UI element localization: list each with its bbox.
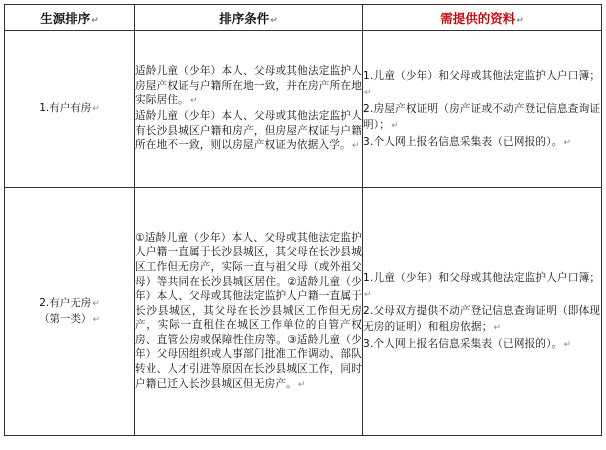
paragraph-mark-icon: [92, 104, 100, 114]
table-header-row: [5, 5, 602, 31]
document-item: 3.个人网上报名信息采集表（已网报的）。 ↵: [363, 336, 601, 353]
category-label: 2.有户无房 ↵: [5, 296, 134, 312]
paragraph-mark-icon: [364, 290, 372, 300]
condition-paragraph: ①适龄儿童（少年）本人、父母或其他法定监护人户籍一直属于长沙县城区，其父母在长沙县城区工作但无房产，实际一直与祖父母（或外祖父母）等共同在长沙县城区居住。②适龄儿童（少年）本人、父母或其他法定监护人户籍一直属于长沙县城区，其父母在长沙县城区工作但无房产，实际一直租住在城区工作单位的自管产权房、直管公房或保障性住房等。③适龄儿童（少年）父母因组织或人事部门批准工作调动、部队转业、人才引进等原因在长沙县城区工作，同时户籍已迁入长沙县城区但无房产。 ↵: [135, 231, 362, 393]
document-item: 1.儿童（少年）和父母或其他法定监护人户口簿； ↵: [363, 68, 601, 101]
table-row: [5, 188, 602, 436]
document-item: 3.个人网上报名信息采集表（已网报的）。 ↵: [363, 134, 601, 151]
header-required-documents: 需提供的资料 ↵: [363, 5, 602, 31]
paragraph-mark-icon: [564, 138, 572, 148]
documents-cell: [363, 188, 602, 436]
paragraph-mark-icon: [494, 323, 502, 333]
category-cell: [5, 188, 135, 436]
document-item: 2.房屋产权证明（房产证或不动产登记信息查询证明）； ↵: [363, 101, 601, 134]
paragraph-mark-icon: [91, 16, 99, 26]
condition-paragraph: 适龄儿童（少年）本人、父母或其他法定监护人房屋产权证与户籍所在地一致，并在房产所在地实际居住。 ↵: [135, 64, 362, 109]
paragraph-mark-icon: [564, 340, 572, 350]
category-cell: [5, 31, 135, 188]
document-item: 2.父母双方提供不动产登记信息查询证明（即体现无房的证明）和租房依据； ↵: [363, 303, 601, 336]
conditions-cell: [135, 31, 363, 188]
header-enrollment-order: 生源排序 ↵: [5, 5, 135, 31]
paragraph-mark-icon: [391, 121, 399, 131]
paragraph-mark-icon: [270, 16, 278, 26]
condition-paragraph: 适龄儿童（少年）本人、父母或其他法定监护人有长沙县城区户籍和房产，但房屋产权证与户籍所在地不一致，则以房屋产权证为依据入学。 ↵: [135, 109, 362, 154]
paragraph-mark-icon: [190, 96, 198, 106]
paragraph-mark-icon: [364, 88, 372, 98]
conditions-cell: [135, 188, 363, 436]
table-row: [5, 31, 602, 188]
enrollment-requirements-table: [4, 4, 602, 436]
documents-cell: [363, 31, 602, 188]
paragraph-mark-icon: [352, 141, 360, 151]
category-label: 1.有户有房: [39, 102, 92, 114]
paragraph-mark-icon: [92, 299, 100, 309]
document-item: 1.儿童（少年）和父母或其他法定监护人户口簿； ↵: [363, 270, 601, 303]
paragraph-mark-icon: [298, 380, 306, 390]
paragraph-mark-icon: [92, 315, 100, 325]
category-sublabel: （第一类） ↵: [5, 312, 134, 328]
header-order-conditions: 排序条件 ↵: [135, 5, 363, 31]
paragraph-mark-icon: [516, 16, 524, 26]
